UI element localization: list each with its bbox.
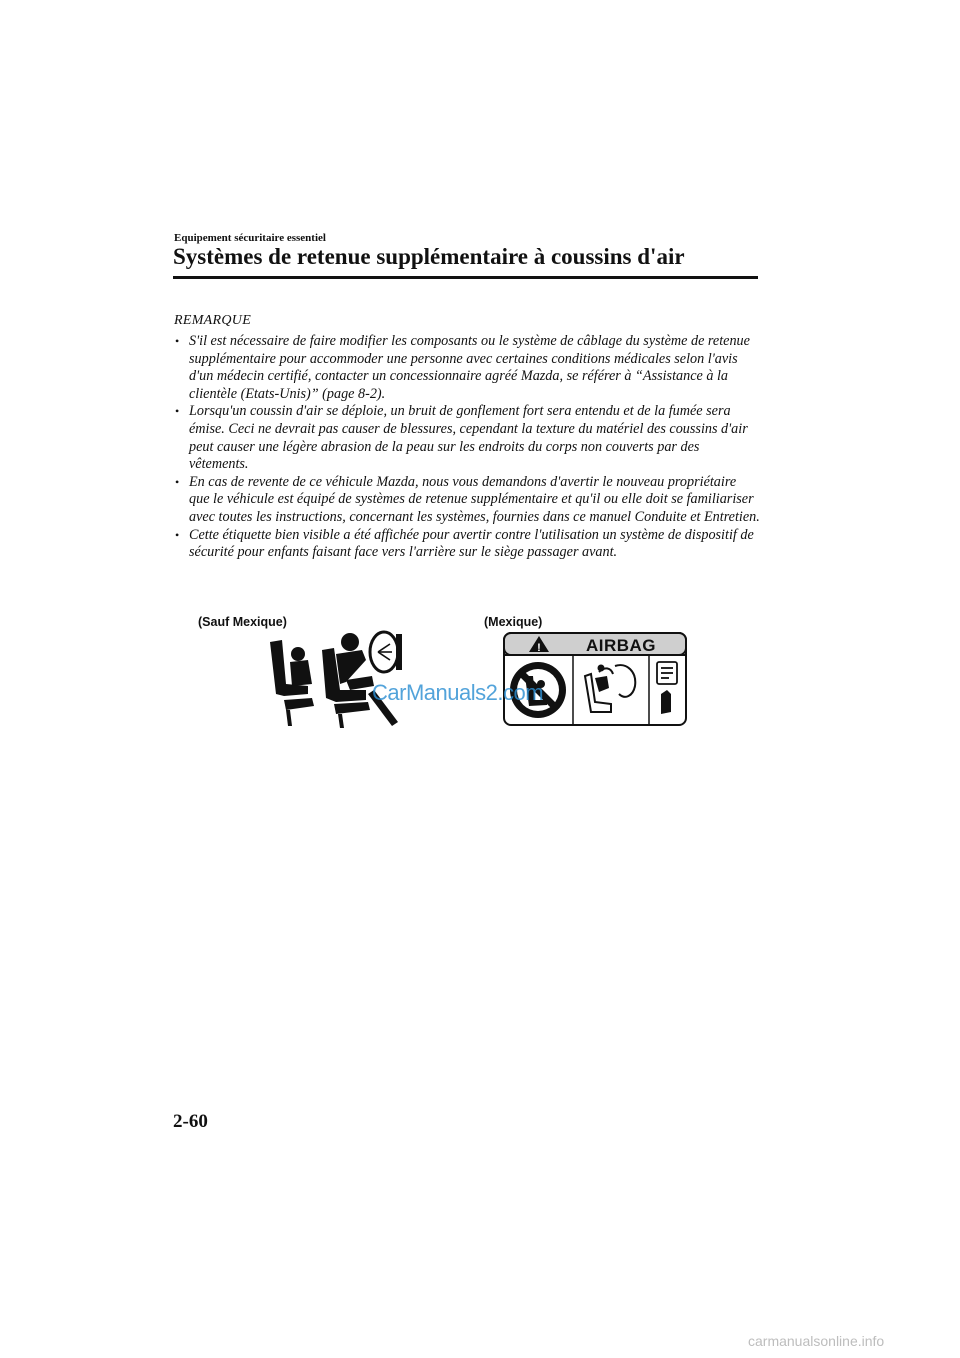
bullet-icon: • — [175, 474, 180, 489]
section-label: Equipement sécuritaire essentiel — [174, 232, 326, 244]
title-rule — [173, 276, 758, 279]
note-item-text: S'il est nécessaire de faire modifier les composants ou le système de câblage du système de retenue supplémentaire pour accommoder une personne avec certaines conditions médicales selon l'avis d'un médecin certifié, contacter un concessionnaire agréé Mazda, se référer à “Assistance à la clientèle (Etats-Unis)” (page 8-2). — [189, 333, 750, 402]
figure-caption-mexico: (Mexique) — [484, 615, 543, 629]
hand-icon — [661, 690, 671, 714]
page-number: 2-60 — [173, 1111, 208, 1132]
chapter-title: Systèmes de retenue supplémentaire à coussins d'air — [173, 244, 685, 269]
note-item — [174, 333, 760, 403]
note-item — [174, 403, 760, 473]
airbag-warning-label — [503, 632, 687, 726]
airbag-banner-text: AIRBAG — [585, 636, 657, 655]
note-item-text: En cas de revente de ce véhicule Mazda, nous vous demandons d'avertir le nouveau propriétaire que le véhicule est équipé de systèmes de retenue supplémentaire et qu'il ou elle doit se familiariser avec toutes les instructions, concernant les systèmes, fournies dans ce manuel Conduite et Entretien. — [189, 473, 760, 525]
note-list — [174, 333, 760, 562]
note-item — [174, 527, 760, 562]
bullet-icon: • — [175, 334, 180, 348]
note-item-text: Cette étiquette bien visible a été affichée pour avertir contre l'utilisation un système de dispositif de sécurité pour enfants faisant face vers l'arrière sur le siège passager avant. — [189, 526, 754, 561]
note-item-text: Lorsqu'un coussin d'air se déploie, un bruit de gonflement fort sera entendu et de la fumée sera émise. Ceci ne devrait pas causer de blessures, cependant la texture du matériel des coussins d'air peut causer une légère abrasion de la peau sur les endroits du corps non couverts par des vêtements. — [189, 403, 748, 473]
bullet-icon: • — [175, 404, 180, 419]
watermark: CarManuals2.com — [372, 680, 544, 705]
figure-caption-except-mexico: (Sauf Mexique) — [198, 615, 287, 629]
footer-site-mark: carmanualsonline.info — [748, 1333, 885, 1349]
note-item — [174, 474, 760, 527]
note-heading: REMARQUE — [174, 313, 252, 328]
warning-mark: ! — [537, 642, 541, 654]
bullet-icon: • — [175, 527, 180, 542]
